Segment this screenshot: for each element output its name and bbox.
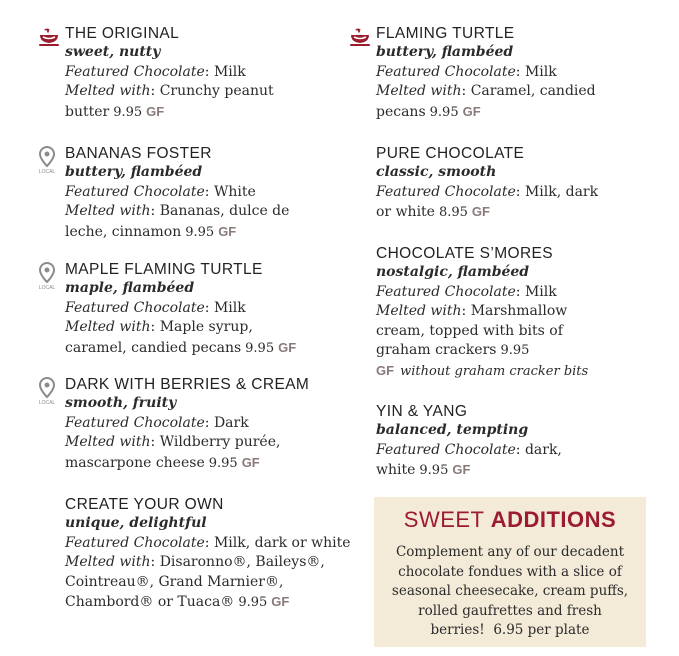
item-name: THE ORIGINAL [65,25,180,42]
item-price: 9.95 [113,104,143,120]
menu-item-flaming-turtle [376,24,596,122]
melted-label: Melted with [65,434,151,450]
item-price: 9.95 [185,224,215,240]
item-tagline: sweet, nutty [65,44,161,60]
description-line-end: berries! [430,622,485,638]
item-tagline: buttery, flambéed [376,44,514,60]
melted-label: Melted with [65,319,151,335]
menu-item-the-original [65,24,274,122]
item-description-end: leche, cinnamon [65,223,182,240]
local-label: LOCAL [38,285,56,290]
gluten-free-badge: GF [271,594,290,609]
featured-label: Featured Chocolate [65,414,205,431]
featured-value: : Milk, dark [515,183,599,200]
menu-item-maple-flaming-turtle [65,260,296,358]
melted-value: : Caramel, candied [461,83,596,99]
featured-value: : dark, [515,441,562,458]
item-name: FLAMING TURTLE [376,25,515,42]
item-description-end: butter [65,103,110,120]
description-line: rolled gaufrettes and fresh [418,602,602,619]
featured-label: Featured Chocolate [376,63,516,80]
item-price: 9.95 [238,595,268,610]
featured-label: Featured Chocolate [376,441,516,458]
melted-value-cont: Cointreau®, Grand Marnier®, [65,573,284,590]
gluten-free-badge: GF [471,204,490,219]
featured-value: : Milk [204,299,246,316]
item-tagline: unique, delightful [65,515,207,531]
title-bold: ADDITIONS [490,507,617,532]
local-pin-icon [36,262,58,290]
item-price: 9.95 [500,343,530,358]
melted-label: Melted with [376,83,462,99]
gluten-free-note: without graham cracker bits [400,363,589,379]
item-tagline: nostalgic, flambéed [376,264,530,280]
menu-item-chocolate-smores [376,244,588,381]
item-price: 9.95 [419,463,449,478]
item-price: 8.95 [438,205,468,220]
gluten-free-badge: GF [278,339,297,355]
featured-value: : Milk [204,63,246,80]
featured-label: Featured Chocolate [376,283,516,300]
featured-label: Featured Chocolate [65,63,205,80]
gluten-free-badge: GF [452,462,471,477]
fondue-pot-icon [348,27,372,47]
sweet-additions-title [374,507,646,533]
item-description-end: white [376,462,416,478]
local-label: LOCAL [38,169,56,174]
sweet-additions-box [374,497,646,647]
melted-value: : Disaronno®, Baileys®, [150,554,325,570]
menu-item-yin-yang [376,402,562,481]
melted-value: : Maple syrup, [150,319,253,335]
item-description-end: mascarpone cheese [65,454,205,471]
item-description-end: Chambord® or Tuaca® [65,594,235,610]
melted-value: : Bananas, dulce de [150,203,290,219]
local-label: LOCAL [38,400,56,405]
melted-value: : Crunchy peanut [150,83,274,99]
featured-label: Featured Chocolate [376,183,516,200]
item-name: CHOCOLATE S’MORES [376,245,554,262]
local-pin-icon [36,377,58,405]
fondue-pot-icon [37,27,61,47]
sweet-additions-description [380,543,640,641]
item-name: CREATE YOUR OWN [65,496,224,513]
gluten-free-badge: GF [146,103,165,119]
melted-label: Melted with [65,554,151,570]
item-tagline: maple, flambéed [65,280,195,296]
gluten-free-badge: GF [462,103,481,119]
melted-value-cont: cream, topped with bits of [376,322,563,339]
item-name: YIN & YANG [376,403,468,420]
item-description-end: or white [376,204,435,220]
item-tagline: smooth, fruity [65,395,177,411]
item-name: DARK WITH BERRIES & CREAM [65,376,310,393]
description-line: Complement any of our decadent [395,544,625,560]
featured-label: Featured Chocolate [65,534,205,551]
item-description-end: caramel, candied pecans [65,339,242,356]
item-price: 9.95 [208,455,238,471]
gluten-free-badge: GF [218,223,237,239]
featured-value: : Milk [515,283,557,300]
item-tagline: buttery, flambéed [65,164,203,180]
melted-label: Melted with [65,203,151,219]
featured-value: : Milk [515,63,557,80]
item-tagline: classic, smooth [376,164,497,180]
gluten-free-badge: GF [376,362,395,378]
menu-item-dark-with-berries-cream [65,375,309,473]
gluten-free-badge: GF [241,454,260,470]
menu-item-pure-chocolate [376,144,598,223]
featured-label: Featured Chocolate [65,183,205,200]
melted-label: Melted with [376,303,462,319]
featured-value: : White [204,183,256,200]
additions-price: 6.95 per plate [493,622,590,638]
menu-item-create-your-own [65,495,351,613]
melted-value: : Marshmallow [461,303,568,319]
item-name: MAPLE FLAMING TURTLE [65,261,263,278]
item-tagline: balanced, tempting [376,422,529,438]
melted-label: Melted with [65,83,151,99]
description-line: seasonal cheesecake, cream puffs, [391,583,629,599]
item-price: 9.95 [429,104,459,120]
melted-value: : Wildberry purée, [150,434,281,450]
menu-item-bananas-foster [65,144,289,242]
featured-value: : Dark [204,414,249,431]
local-pin-icon [36,146,58,174]
description-line: chocolate fondues with a slice of [398,563,622,580]
item-price: 9.95 [245,340,275,356]
item-name: BANANAS FOSTER [65,145,212,162]
featured-label: Featured Chocolate [65,299,205,316]
item-description-end: graham crackers [376,342,497,358]
item-name: PURE CHOCOLATE [376,145,525,162]
title-light: SWEET [403,507,491,532]
item-description-end: pecans [376,103,426,120]
featured-value: : Milk, dark or white [204,534,351,551]
